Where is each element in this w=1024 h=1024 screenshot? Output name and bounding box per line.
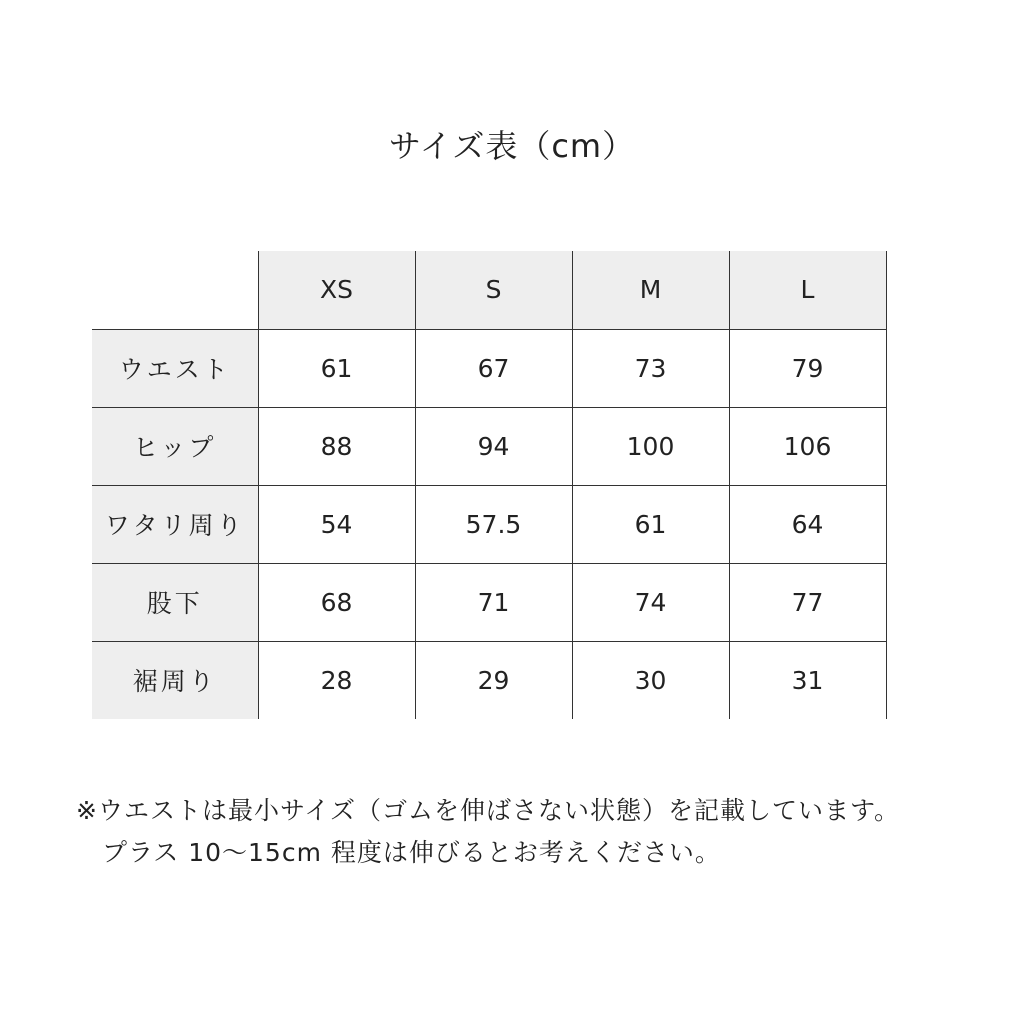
table-cell: 61 bbox=[572, 485, 729, 563]
table-cell: 74 bbox=[572, 563, 729, 641]
table-row-inseam bbox=[92, 563, 886, 641]
table-corner-cell bbox=[92, 251, 258, 329]
table-cell: 106 bbox=[729, 407, 886, 485]
row-label: ワタリ周り bbox=[92, 485, 258, 563]
table-cell: 30 bbox=[572, 641, 729, 719]
table-cell: 73 bbox=[572, 329, 729, 407]
table-cell: 31 bbox=[729, 641, 886, 719]
table-row-hem bbox=[92, 641, 886, 719]
footnote bbox=[76, 790, 900, 874]
footnote-line-2: プラス 10～15cm 程度は伸びるとお考えください。 bbox=[102, 838, 721, 867]
table-row-hip bbox=[92, 407, 886, 485]
row-label: ウエスト bbox=[92, 329, 258, 407]
table-cell: 77 bbox=[729, 563, 886, 641]
row-label: 裾周り bbox=[92, 641, 258, 719]
column-header-xs: XS bbox=[258, 251, 415, 329]
table-cell: 67 bbox=[415, 329, 572, 407]
table-cell: 100 bbox=[572, 407, 729, 485]
table-cell: 28 bbox=[258, 641, 415, 719]
table-row-waist bbox=[92, 329, 886, 407]
table-cell: 88 bbox=[258, 407, 415, 485]
column-header-s: S bbox=[415, 251, 572, 329]
column-header-l: L bbox=[729, 251, 886, 329]
size-table bbox=[92, 251, 887, 719]
table-cell: 68 bbox=[258, 563, 415, 641]
table-cell: 57.5 bbox=[415, 485, 572, 563]
footnote-line-1: ※ウエストは最小サイズ（ゴムを伸ばさない状態）を記載しています。 bbox=[76, 796, 900, 825]
table-cell: 61 bbox=[258, 329, 415, 407]
row-label: 股下 bbox=[92, 563, 258, 641]
column-header-m: M bbox=[572, 251, 729, 329]
table-cell: 64 bbox=[729, 485, 886, 563]
table-cell: 79 bbox=[729, 329, 886, 407]
table-header-row bbox=[92, 251, 886, 329]
row-label: ヒップ bbox=[92, 407, 258, 485]
table-cell: 54 bbox=[258, 485, 415, 563]
page-title: サイズ表（cm） bbox=[388, 127, 636, 165]
table-cell: 29 bbox=[415, 641, 572, 719]
table-row-thigh bbox=[92, 485, 886, 563]
table-cell: 71 bbox=[415, 563, 572, 641]
table-cell: 94 bbox=[415, 407, 572, 485]
